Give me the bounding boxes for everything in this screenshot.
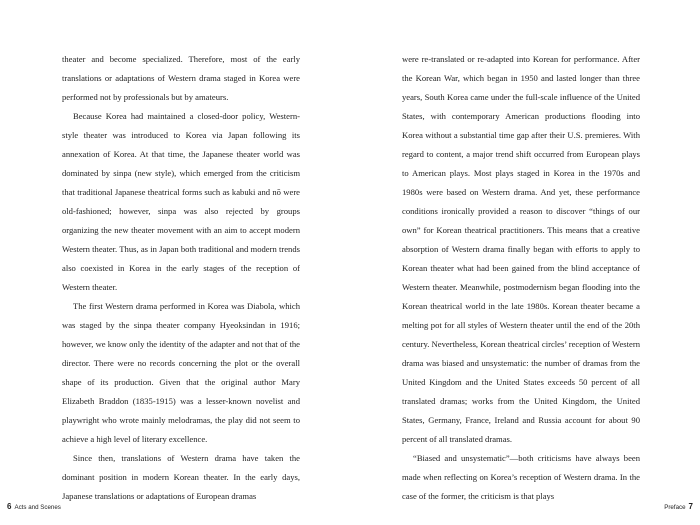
paragraph: Since then, translations of Western drama have taken the dominant position in modern Korean theater. In the early days, Japanese translations or adaptations of European dramas — [62, 453, 300, 501]
paragraph: “Biased and unsystematic”—both criticisms have always been made when reflecting on Korea’s reception of Western drama. In the case of the former, the criticism is that plays — [402, 453, 640, 501]
left-folio — [4, 502, 61, 511]
paragraph: The first Western drama performed in Korea was Diabola, which was staged by the sinpa theater company Hyeoksindan in 1916; however, we know only the identity of the adapter and not that of the director. There were no records concerning the plot or the overall shape of its production. Given that the original author Mary Elizabeth Braddon (1835-1915) was a lesser-known novelist and playwright who wrote mainly melodramas, the play did not seem to achieve a high level of literary excellence. — [62, 301, 300, 444]
running-title: Preface — [664, 504, 686, 511]
paragraph: theater and become specialized. Therefore, most of the early translations or adaptations of Western drama staged in Korea were performed not by professionals but by amateurs. — [62, 54, 300, 102]
left-text-column — [62, 50, 300, 506]
page-number: 7 — [688, 502, 693, 511]
right-folio — [664, 502, 696, 511]
right-page — [350, 0, 700, 525]
page-number: 6 — [7, 502, 12, 511]
running-title: Acts and Scenes — [14, 504, 61, 511]
paragraph: Because Korea had maintained a closed-door policy, Western-style theater was introduced to Korea via Japan following its annexation of Korea. At that time, the Japanese theater world was dominated by sinpa (new style), which emerged from the criticism that traditional Japanese theatrical forms such as kabuki and nō were old-fashioned; however, sinpa was also rejected by groups organizing the new theater movement with an aim to accept modern Western theater. Thus, as in Japan both traditional and modern trends also coexisted in Korea in the early stages of the reception of Western theater. — [62, 111, 300, 292]
right-text-column — [402, 50, 640, 506]
paragraph: were re-translated or re-adapted into Korean for performance. After the Korean War, which began in 1950 and lasted longer than three years, South Korea came under the full-scale influence of the United States, with contemporary American productions flooding into Korea without a substantial time gap after their U.S. premieres. With regard to content, a major trend shift occurred from European plays to American plays. Most plays staged in Korea in the 1970s and 1980s were based on Western drama. And yet, these performance conditions ironically provided a reason to discover “things of our own” for Korean theatrical practitioners. This means that a creative absorption of Western drama finally began with efforts to apply to Korean theater what had been gained from the blind acceptance of Western theater. Meanwhile, postmodernism began flooding into the Korean theatrical world in the late 1980s. Korean theater became a melting pot for all styles of Western theater until the end of the 20th century. Nevertheless, Korean theatrical circles’ reception of Western drama was biased and unsystematic: the number of dramas from the United Kingdom and the United States exceeds 50 percent of all translated dramas; works from the United Kingdom, the United States, Germany, France, Ireland and Russia account for about 90 percent of all translated dramas. — [402, 54, 640, 444]
